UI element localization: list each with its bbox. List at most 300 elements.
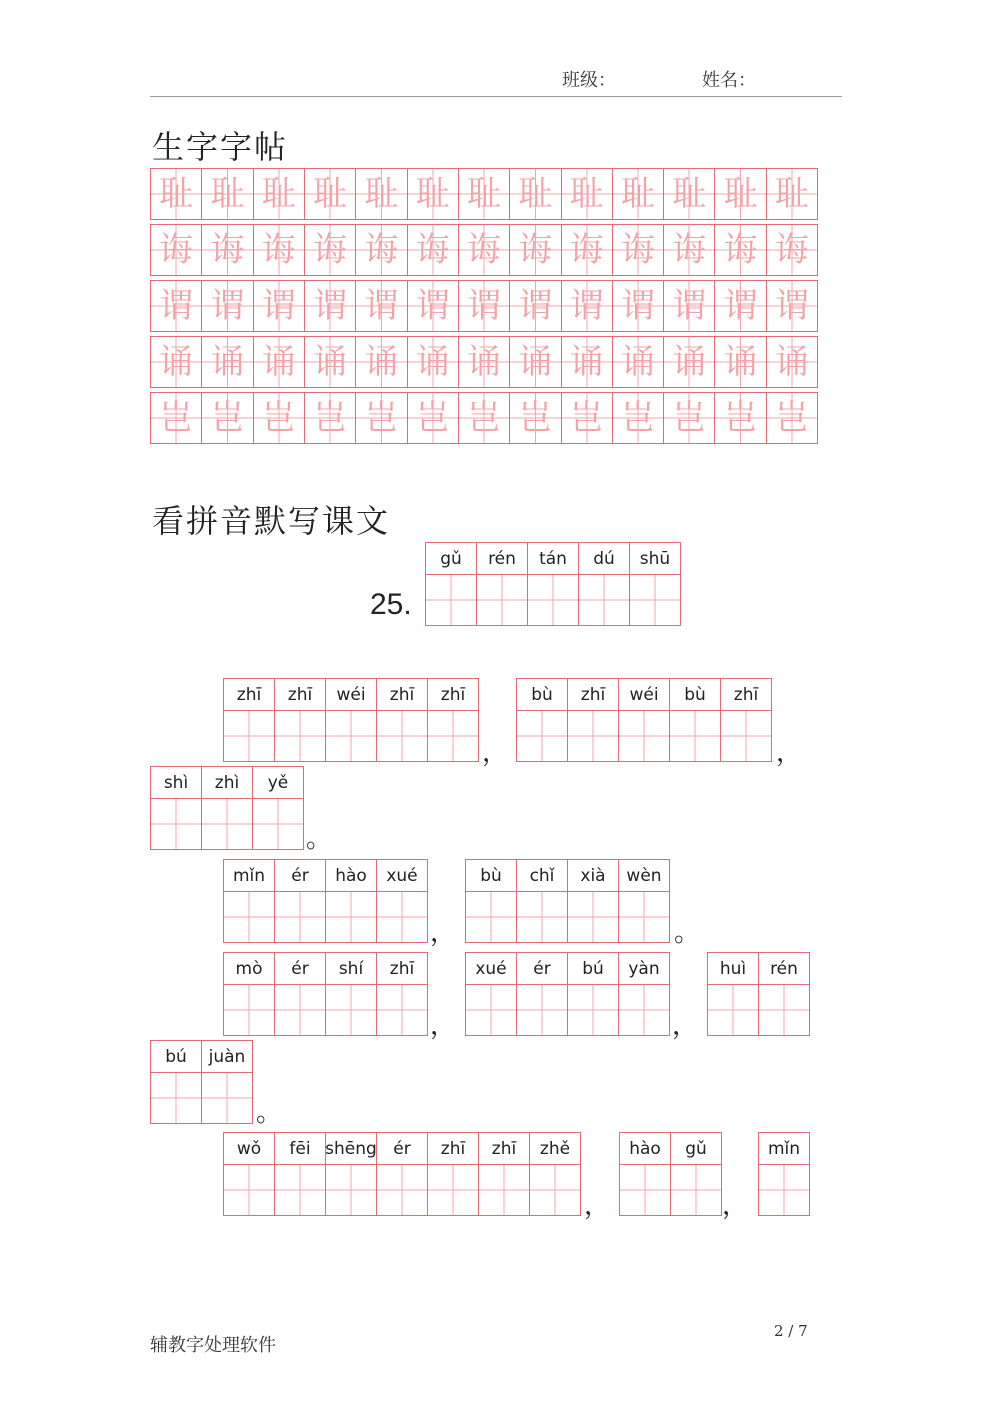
pinyin-column — [326, 860, 377, 943]
pinyin-label: shì — [151, 767, 201, 799]
trace-character: 诲 — [313, 230, 348, 270]
practice-cell[interactable] — [664, 337, 715, 387]
pinyin-column — [202, 1041, 253, 1124]
practice-section-title: 生字字帖 — [152, 128, 289, 166]
character-write-box[interactable] — [517, 711, 567, 762]
trace-character: 诲 — [210, 230, 245, 270]
pinyin-label: tán — [528, 543, 578, 575]
practice-cell[interactable] — [459, 337, 510, 387]
trace-character: 耻 — [518, 174, 553, 214]
practice-cell[interactable] — [767, 393, 817, 443]
trace-character: 岂 — [569, 398, 604, 438]
character-write-box[interactable] — [426, 575, 476, 626]
pinyin-column — [568, 953, 619, 1036]
trace-character: 耻 — [672, 174, 707, 214]
pinyin-label: yàn — [619, 953, 669, 985]
trace-character: 谓 — [261, 286, 296, 326]
practice-cell[interactable] — [664, 281, 715, 331]
pinyin-group — [619, 1132, 722, 1216]
trace-character: 谓 — [723, 286, 758, 326]
trace-character: 耻 — [467, 174, 502, 214]
trace-character: 诵 — [723, 342, 758, 382]
trace-character: 诵 — [518, 342, 553, 382]
practice-cell[interactable] — [562, 169, 613, 219]
practice-cell[interactable] — [664, 393, 715, 443]
character-write-box[interactable] — [377, 1165, 427, 1216]
pinyin-column — [275, 1133, 326, 1216]
trace-character: 诵 — [159, 342, 194, 382]
practice-cell[interactable] — [613, 393, 664, 443]
pinyin-column — [202, 767, 253, 850]
character-write-box[interactable] — [619, 711, 669, 762]
trace-character: 诵 — [672, 342, 707, 382]
pinyin-label: mǐn — [759, 1133, 809, 1165]
pinyin-label: zhī — [377, 953, 427, 985]
pinyin-label: zhī — [568, 679, 618, 711]
pinyin-label: chǐ — [517, 860, 567, 892]
trace-character: 谓 — [620, 286, 655, 326]
pinyin-column — [579, 543, 630, 626]
pinyin-label: dú — [579, 543, 629, 575]
trace-character: 耻 — [723, 174, 758, 214]
trace-character: 岂 — [261, 398, 296, 438]
lesson-number: 25. — [370, 588, 412, 621]
punctuation-mark: 。 — [306, 824, 333, 854]
character-write-box[interactable] — [428, 1165, 478, 1216]
pinyin-column — [275, 679, 326, 762]
pinyin-column — [630, 543, 681, 626]
trace-character: 耻 — [261, 174, 296, 214]
pinyin-column — [619, 860, 670, 943]
practice-cell[interactable] — [715, 393, 766, 443]
punctuation-mark: ， — [430, 1011, 457, 1041]
practice-cell[interactable] — [254, 337, 305, 387]
pinyin-column — [620, 1133, 671, 1216]
pinyin-column — [275, 860, 326, 943]
character-write-box[interactable] — [326, 985, 376, 1036]
pinyin-column — [479, 1133, 530, 1216]
character-write-box[interactable] — [275, 985, 325, 1036]
trace-character: 诲 — [364, 230, 399, 270]
pinyin-label: zhī — [479, 1133, 529, 1165]
practice-row — [150, 280, 818, 332]
trace-character: 诲 — [723, 230, 758, 270]
trace-character: 诵 — [364, 342, 399, 382]
trace-character: 耻 — [364, 174, 399, 214]
pinyin-column — [528, 543, 579, 626]
character-write-box[interactable] — [670, 711, 720, 762]
pinyin-label: zhī — [377, 679, 427, 711]
character-write-box[interactable] — [528, 575, 578, 626]
practice-cell[interactable] — [305, 393, 356, 443]
practice-cell[interactable] — [151, 281, 202, 331]
trace-character: 诵 — [569, 342, 604, 382]
pinyin-column — [224, 1133, 275, 1216]
character-write-box[interactable] — [275, 892, 325, 943]
character-write-box[interactable] — [568, 985, 618, 1036]
trace-character: 诵 — [313, 342, 348, 382]
practice-cell[interactable] — [202, 337, 253, 387]
pinyin-label: wèn — [619, 860, 669, 892]
pinyin-column — [326, 953, 377, 1036]
trace-character: 诲 — [261, 230, 296, 270]
trace-character: 诲 — [467, 230, 502, 270]
trace-character: 诵 — [620, 342, 655, 382]
practice-cell[interactable] — [664, 169, 715, 219]
practice-cell[interactable] — [715, 281, 766, 331]
pinyin-column — [326, 1133, 377, 1216]
pinyin-column — [759, 1133, 810, 1216]
practice-row — [150, 224, 818, 276]
trace-character: 谓 — [415, 286, 450, 326]
pinyin-column — [426, 543, 477, 626]
character-write-box[interactable] — [671, 1165, 721, 1216]
pinyin-label: shū — [630, 543, 680, 575]
trace-character: 诵 — [774, 342, 809, 382]
practice-cell[interactable] — [562, 337, 613, 387]
pinyin-column — [275, 953, 326, 1036]
pinyin-label: zhī — [721, 679, 771, 711]
character-write-box[interactable] — [377, 985, 427, 1036]
practice-cell[interactable] — [408, 337, 459, 387]
practice-cell[interactable] — [562, 281, 613, 331]
trace-character: 岂 — [723, 398, 758, 438]
punctuation-mark: ， — [584, 1191, 611, 1221]
pinyin-column — [224, 679, 275, 762]
character-write-box[interactable] — [202, 1073, 252, 1124]
trace-character: 谓 — [159, 286, 194, 326]
page-number: 2 / 7 — [774, 1322, 808, 1340]
pinyin-group — [758, 1132, 810, 1216]
practice-cell[interactable] — [305, 225, 356, 275]
pinyin-group — [465, 952, 670, 1036]
practice-cell[interactable] — [254, 281, 305, 331]
pinyin-column — [517, 679, 568, 762]
character-write-box[interactable] — [326, 892, 376, 943]
practice-cell[interactable] — [408, 281, 459, 331]
practice-cell[interactable] — [202, 225, 253, 275]
header-divider — [150, 96, 842, 97]
practice-cell[interactable] — [510, 225, 561, 275]
pinyin-column — [568, 860, 619, 943]
pinyin-column — [619, 679, 670, 762]
trace-character: 谓 — [518, 286, 553, 326]
punctuation-mark: 。 — [674, 918, 701, 948]
pinyin-label: ér — [275, 953, 325, 985]
practice-cell[interactable] — [356, 225, 407, 275]
pinyin-label: zhī — [224, 679, 274, 711]
pinyin-column — [759, 953, 810, 1036]
punctuation-mark: ， — [722, 1191, 749, 1221]
practice-cell[interactable] — [305, 281, 356, 331]
trace-character: 岂 — [159, 398, 194, 438]
pinyin-column — [377, 679, 428, 762]
practice-cell[interactable] — [562, 393, 613, 443]
punctuation-mark: ， — [776, 738, 803, 768]
trace-character: 岂 — [620, 398, 655, 438]
pinyin-column — [151, 1041, 202, 1124]
trace-character: 谓 — [364, 286, 399, 326]
pinyin-label: bú — [151, 1041, 201, 1073]
practice-cell[interactable] — [613, 337, 664, 387]
class-label: 班级： — [562, 70, 616, 91]
pinyin-label: xué — [466, 953, 516, 985]
pinyin-column — [568, 679, 619, 762]
character-write-box[interactable] — [275, 1165, 325, 1216]
pinyin-column — [708, 953, 759, 1036]
pinyin-group — [150, 1040, 253, 1124]
character-write-box[interactable] — [326, 1165, 376, 1216]
trace-character: 谓 — [569, 286, 604, 326]
character-write-box[interactable] — [428, 711, 478, 762]
practice-cell[interactable] — [613, 225, 664, 275]
pinyin-column — [428, 1133, 479, 1216]
pinyin-label: wǒ — [224, 1133, 274, 1165]
character-write-box[interactable] — [466, 892, 516, 943]
pinyin-column — [517, 953, 568, 1036]
practice-cell[interactable] — [715, 337, 766, 387]
practice-cell[interactable] — [459, 281, 510, 331]
trace-character: 岂 — [518, 398, 553, 438]
trace-character: 岂 — [672, 398, 707, 438]
pinyin-column — [619, 953, 670, 1036]
character-write-box[interactable] — [620, 1165, 670, 1216]
practice-cell[interactable] — [459, 169, 510, 219]
trace-character: 岂 — [774, 398, 809, 438]
pinyin-group — [223, 678, 479, 762]
practice-cell[interactable] — [202, 169, 253, 219]
trace-character: 岂 — [364, 398, 399, 438]
pinyin-column — [721, 679, 772, 762]
pinyin-column — [466, 953, 517, 1036]
practice-cell[interactable] — [305, 337, 356, 387]
trace-character: 诲 — [774, 230, 809, 270]
footer-software-name: 辅教字处理软件 — [150, 1335, 276, 1356]
trace-character: 谓 — [210, 286, 245, 326]
character-write-box[interactable] — [151, 799, 201, 850]
practice-cell[interactable] — [254, 225, 305, 275]
pinyin-label: ér — [517, 953, 567, 985]
pinyin-group — [516, 678, 772, 762]
practice-cell[interactable] — [408, 169, 459, 219]
practice-cell[interactable] — [767, 225, 817, 275]
character-write-box[interactable] — [517, 985, 567, 1036]
practice-cell[interactable] — [459, 393, 510, 443]
practice-cell[interactable] — [510, 337, 561, 387]
practice-cell[interactable] — [356, 281, 407, 331]
character-write-box[interactable] — [151, 1073, 201, 1124]
pinyin-label: hào — [620, 1133, 670, 1165]
pinyin-label: wéi — [619, 679, 669, 711]
character-write-box[interactable] — [224, 1165, 274, 1216]
pinyin-group — [223, 859, 428, 943]
practice-row — [150, 168, 818, 220]
character-write-box[interactable] — [253, 799, 303, 850]
pinyin-label: juàn — [202, 1041, 252, 1073]
trace-character: 谓 — [774, 286, 809, 326]
practice-cell[interactable] — [151, 393, 202, 443]
character-write-box[interactable] — [530, 1165, 580, 1216]
practice-cell[interactable] — [767, 337, 817, 387]
pinyin-column — [377, 1133, 428, 1216]
pinyin-label: hào — [326, 860, 376, 892]
character-write-box[interactable] — [619, 985, 669, 1036]
character-write-box[interactable] — [224, 711, 274, 762]
trace-character: 诲 — [620, 230, 655, 270]
trace-character: 岂 — [210, 398, 245, 438]
character-write-box[interactable] — [568, 892, 618, 943]
pinyin-column — [670, 679, 721, 762]
pinyin-label: mò — [224, 953, 274, 985]
pinyin-label: ér — [377, 1133, 427, 1165]
practice-cell[interactable] — [510, 281, 561, 331]
trace-character: 诵 — [261, 342, 296, 382]
practice-cell[interactable] — [408, 225, 459, 275]
trace-character: 岂 — [467, 398, 502, 438]
pinyin-label: xué — [377, 860, 427, 892]
character-write-box[interactable] — [479, 1165, 529, 1216]
trace-character: 耻 — [313, 174, 348, 214]
pinyin-group — [223, 1132, 581, 1216]
trace-character: 谓 — [313, 286, 348, 326]
practice-cell[interactable] — [305, 169, 356, 219]
character-write-box[interactable] — [377, 892, 427, 943]
character-write-box[interactable] — [630, 575, 680, 626]
practice-cell[interactable] — [767, 281, 817, 331]
pinyin-label: mǐn — [224, 860, 274, 892]
character-write-box[interactable] — [619, 892, 669, 943]
pinyin-column — [224, 860, 275, 943]
practice-cell[interactable] — [510, 393, 561, 443]
trace-character: 诵 — [415, 342, 450, 382]
trace-character: 耻 — [620, 174, 655, 214]
pinyin-column — [377, 953, 428, 1036]
practice-cell[interactable] — [202, 281, 253, 331]
practice-cell[interactable] — [459, 225, 510, 275]
pinyin-label: zhě — [530, 1133, 580, 1165]
trace-character: 诲 — [672, 230, 707, 270]
punctuation-mark: 。 — [256, 1098, 283, 1128]
pinyin-column — [671, 1133, 722, 1216]
trace-character: 诲 — [518, 230, 553, 270]
practice-cell[interactable] — [664, 225, 715, 275]
character-write-box[interactable] — [759, 985, 809, 1036]
pinyin-column — [224, 953, 275, 1036]
pinyin-label: zhī — [275, 679, 325, 711]
practice-cell[interactable] — [254, 169, 305, 219]
trace-character: 耻 — [774, 174, 809, 214]
trace-character: 耻 — [569, 174, 604, 214]
practice-cell[interactable] — [613, 281, 664, 331]
pinyin-column — [377, 860, 428, 943]
practice-cell[interactable] — [356, 337, 407, 387]
pinyin-label: ér — [275, 860, 325, 892]
pinyin-column — [530, 1133, 581, 1216]
punctuation-mark: ， — [672, 1011, 699, 1041]
pinyin-label: fēi — [275, 1133, 325, 1165]
trace-character: 诲 — [569, 230, 604, 270]
trace-character: 耻 — [210, 174, 245, 214]
pinyin-label: bú — [568, 953, 618, 985]
punctuation-mark: ， — [482, 738, 509, 768]
practice-cell[interactable] — [151, 337, 202, 387]
pinyin-label: wéi — [326, 679, 376, 711]
character-write-box[interactable] — [721, 711, 771, 762]
pinyin-group — [707, 952, 810, 1036]
pinyin-label: yě — [253, 767, 303, 799]
trace-character: 诵 — [210, 342, 245, 382]
practice-cell[interactable] — [151, 225, 202, 275]
character-write-box[interactable] — [326, 711, 376, 762]
pinyin-column — [428, 679, 479, 762]
practice-cell[interactable] — [356, 169, 407, 219]
character-write-box[interactable] — [224, 985, 274, 1036]
dictation-section-title: 看拼音默写课文 — [152, 502, 391, 540]
pinyin-column — [466, 860, 517, 943]
pinyin-label: gǔ — [426, 543, 476, 575]
pinyin-group — [223, 952, 428, 1036]
character-write-box[interactable] — [517, 892, 567, 943]
practice-row — [150, 392, 818, 444]
character-write-box[interactable] — [202, 799, 252, 850]
pinyin-column — [253, 767, 304, 850]
practice-cell[interactable] — [562, 225, 613, 275]
practice-cell[interactable] — [715, 225, 766, 275]
trace-character: 耻 — [415, 174, 450, 214]
trace-character: 诲 — [415, 230, 450, 270]
character-write-box[interactable] — [579, 575, 629, 626]
practice-cell[interactable] — [202, 393, 253, 443]
character-write-box[interactable] — [466, 985, 516, 1036]
trace-character: 谓 — [467, 286, 502, 326]
pinyin-label: xià — [568, 860, 618, 892]
pinyin-label: huì — [708, 953, 758, 985]
trace-character: 岂 — [313, 398, 348, 438]
pinyin-label: rén — [477, 543, 527, 575]
character-write-box[interactable] — [224, 892, 274, 943]
character-write-box[interactable] — [708, 985, 758, 1036]
trace-character: 岂 — [415, 398, 450, 438]
pinyin-label: zhī — [428, 1133, 478, 1165]
pinyin-column — [517, 860, 568, 943]
pinyin-column — [151, 767, 202, 850]
trace-character: 耻 — [159, 174, 194, 214]
character-write-box[interactable] — [275, 711, 325, 762]
practice-cell[interactable] — [151, 169, 202, 219]
pinyin-label: zhī — [428, 679, 478, 711]
practice-cell[interactable] — [254, 393, 305, 443]
pinyin-group — [150, 766, 304, 850]
character-write-box[interactable] — [568, 711, 618, 762]
practice-cell[interactable] — [510, 169, 561, 219]
pinyin-label: rén — [759, 953, 809, 985]
pinyin-label: bù — [517, 679, 567, 711]
pinyin-label: gǔ — [671, 1133, 721, 1165]
pinyin-label: bù — [466, 860, 516, 892]
pinyin-label: zhì — [202, 767, 252, 799]
punctuation-mark: ， — [430, 918, 457, 948]
practice-cell[interactable] — [613, 169, 664, 219]
character-write-box[interactable] — [477, 575, 527, 626]
pinyin-group — [425, 542, 681, 626]
character-write-box[interactable] — [377, 711, 427, 762]
practice-cell[interactable] — [715, 169, 766, 219]
practice-row — [150, 336, 818, 388]
character-write-box[interactable] — [759, 1165, 809, 1216]
practice-cell[interactable] — [767, 169, 817, 219]
practice-cell[interactable] — [356, 393, 407, 443]
practice-cell[interactable] — [408, 393, 459, 443]
